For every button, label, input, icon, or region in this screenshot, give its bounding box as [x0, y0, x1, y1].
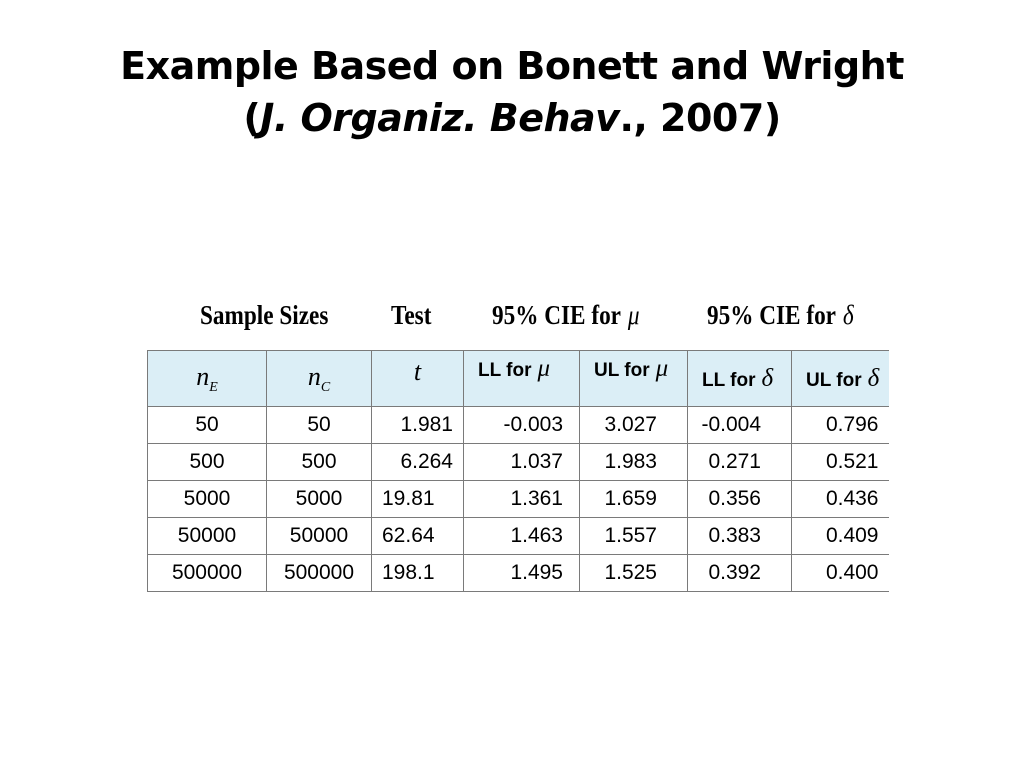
- cell-ll-mu: 1.463: [464, 518, 580, 555]
- col-header-ul-mu: UL for μ: [580, 351, 688, 407]
- title-line-2: [0, 92, 1024, 144]
- cell-ul-mu: 1.659: [580, 481, 688, 518]
- table-row: [148, 481, 889, 518]
- cell-ll-delta: 0.383: [688, 518, 792, 555]
- cie-mu-label: 95% CIE for: [492, 300, 621, 330]
- col-header-ul-delta: UL for δ: [792, 351, 889, 407]
- cell-ul-mu: 1.983: [580, 444, 688, 481]
- cell-n-e: 50000: [148, 518, 267, 555]
- group-header-sample-sizes: Sample Sizes: [200, 300, 329, 330]
- cell-n-c: 50: [267, 407, 372, 444]
- title-year: ., 2007): [619, 96, 781, 140]
- cell-ll-mu: -0.003: [464, 407, 580, 444]
- cell-ll-delta: 0.356: [688, 481, 792, 518]
- cell-ul-delta: 0.521: [792, 444, 889, 481]
- table-row: [148, 555, 889, 592]
- cell-t: 6.264: [372, 444, 464, 481]
- cell-n-c: 500000: [267, 555, 372, 592]
- cell-ll-mu: 1.495: [464, 555, 580, 592]
- cell-t: 19.81: [372, 481, 464, 518]
- cell-ll-delta: 0.271: [688, 444, 792, 481]
- cell-t: 1.981: [372, 407, 464, 444]
- cell-n-e: 50: [148, 407, 267, 444]
- col-header-n-e: $n_E$: [148, 351, 267, 407]
- col-header-t: t: [372, 351, 464, 407]
- cie-delta-label: 95% CIE for: [707, 300, 836, 330]
- table-row: [148, 444, 889, 481]
- cell-ll-mu: 1.037: [464, 444, 580, 481]
- cell-ll-delta: -0.004: [688, 407, 792, 444]
- table-row: [148, 407, 889, 444]
- cell-n-c: 5000: [267, 481, 372, 518]
- results-table: [147, 350, 889, 592]
- cell-n-e: 500: [148, 444, 267, 481]
- cell-ul-mu: 1.557: [580, 518, 688, 555]
- cell-n-c: 50000: [267, 518, 372, 555]
- table-group-headers: [147, 300, 888, 344]
- col-header-n-c: $n_C$: [267, 351, 372, 407]
- col-header-ll-delta: LL for δ: [688, 351, 792, 407]
- cell-ul-delta: 0.796: [792, 407, 889, 444]
- cell-ul-mu: 3.027: [580, 407, 688, 444]
- title-journal: J. Organiz. Behav: [260, 96, 620, 140]
- cell-t: 62.64: [372, 518, 464, 555]
- table-row: [148, 518, 889, 555]
- cell-ll-delta: 0.392: [688, 555, 792, 592]
- cell-t: 198.1: [372, 555, 464, 592]
- cell-n-e: 5000: [148, 481, 267, 518]
- title-line-1: Example Based on Bonett and Wright: [120, 44, 904, 88]
- cell-ul-delta: 0.409: [792, 518, 889, 555]
- table-header-row: [148, 351, 889, 407]
- cell-n-e: 500000: [148, 555, 267, 592]
- cell-n-c: 500: [267, 444, 372, 481]
- cell-ll-mu: 1.361: [464, 481, 580, 518]
- group-header-cie-delta: [707, 300, 854, 331]
- cell-ul-mu: 1.525: [580, 555, 688, 592]
- cell-ul-delta: 0.400: [792, 555, 889, 592]
- slide-title: [0, 40, 1024, 144]
- mu-symbol: μ: [627, 300, 640, 330]
- delta-symbol: δ: [842, 300, 854, 330]
- group-header-cie-mu: [492, 300, 640, 331]
- col-header-ll-mu: LL for μ: [464, 351, 580, 407]
- title-open-paren: (: [243, 96, 261, 140]
- cell-ul-delta: 0.436: [792, 481, 889, 518]
- group-header-test: Test: [391, 300, 432, 330]
